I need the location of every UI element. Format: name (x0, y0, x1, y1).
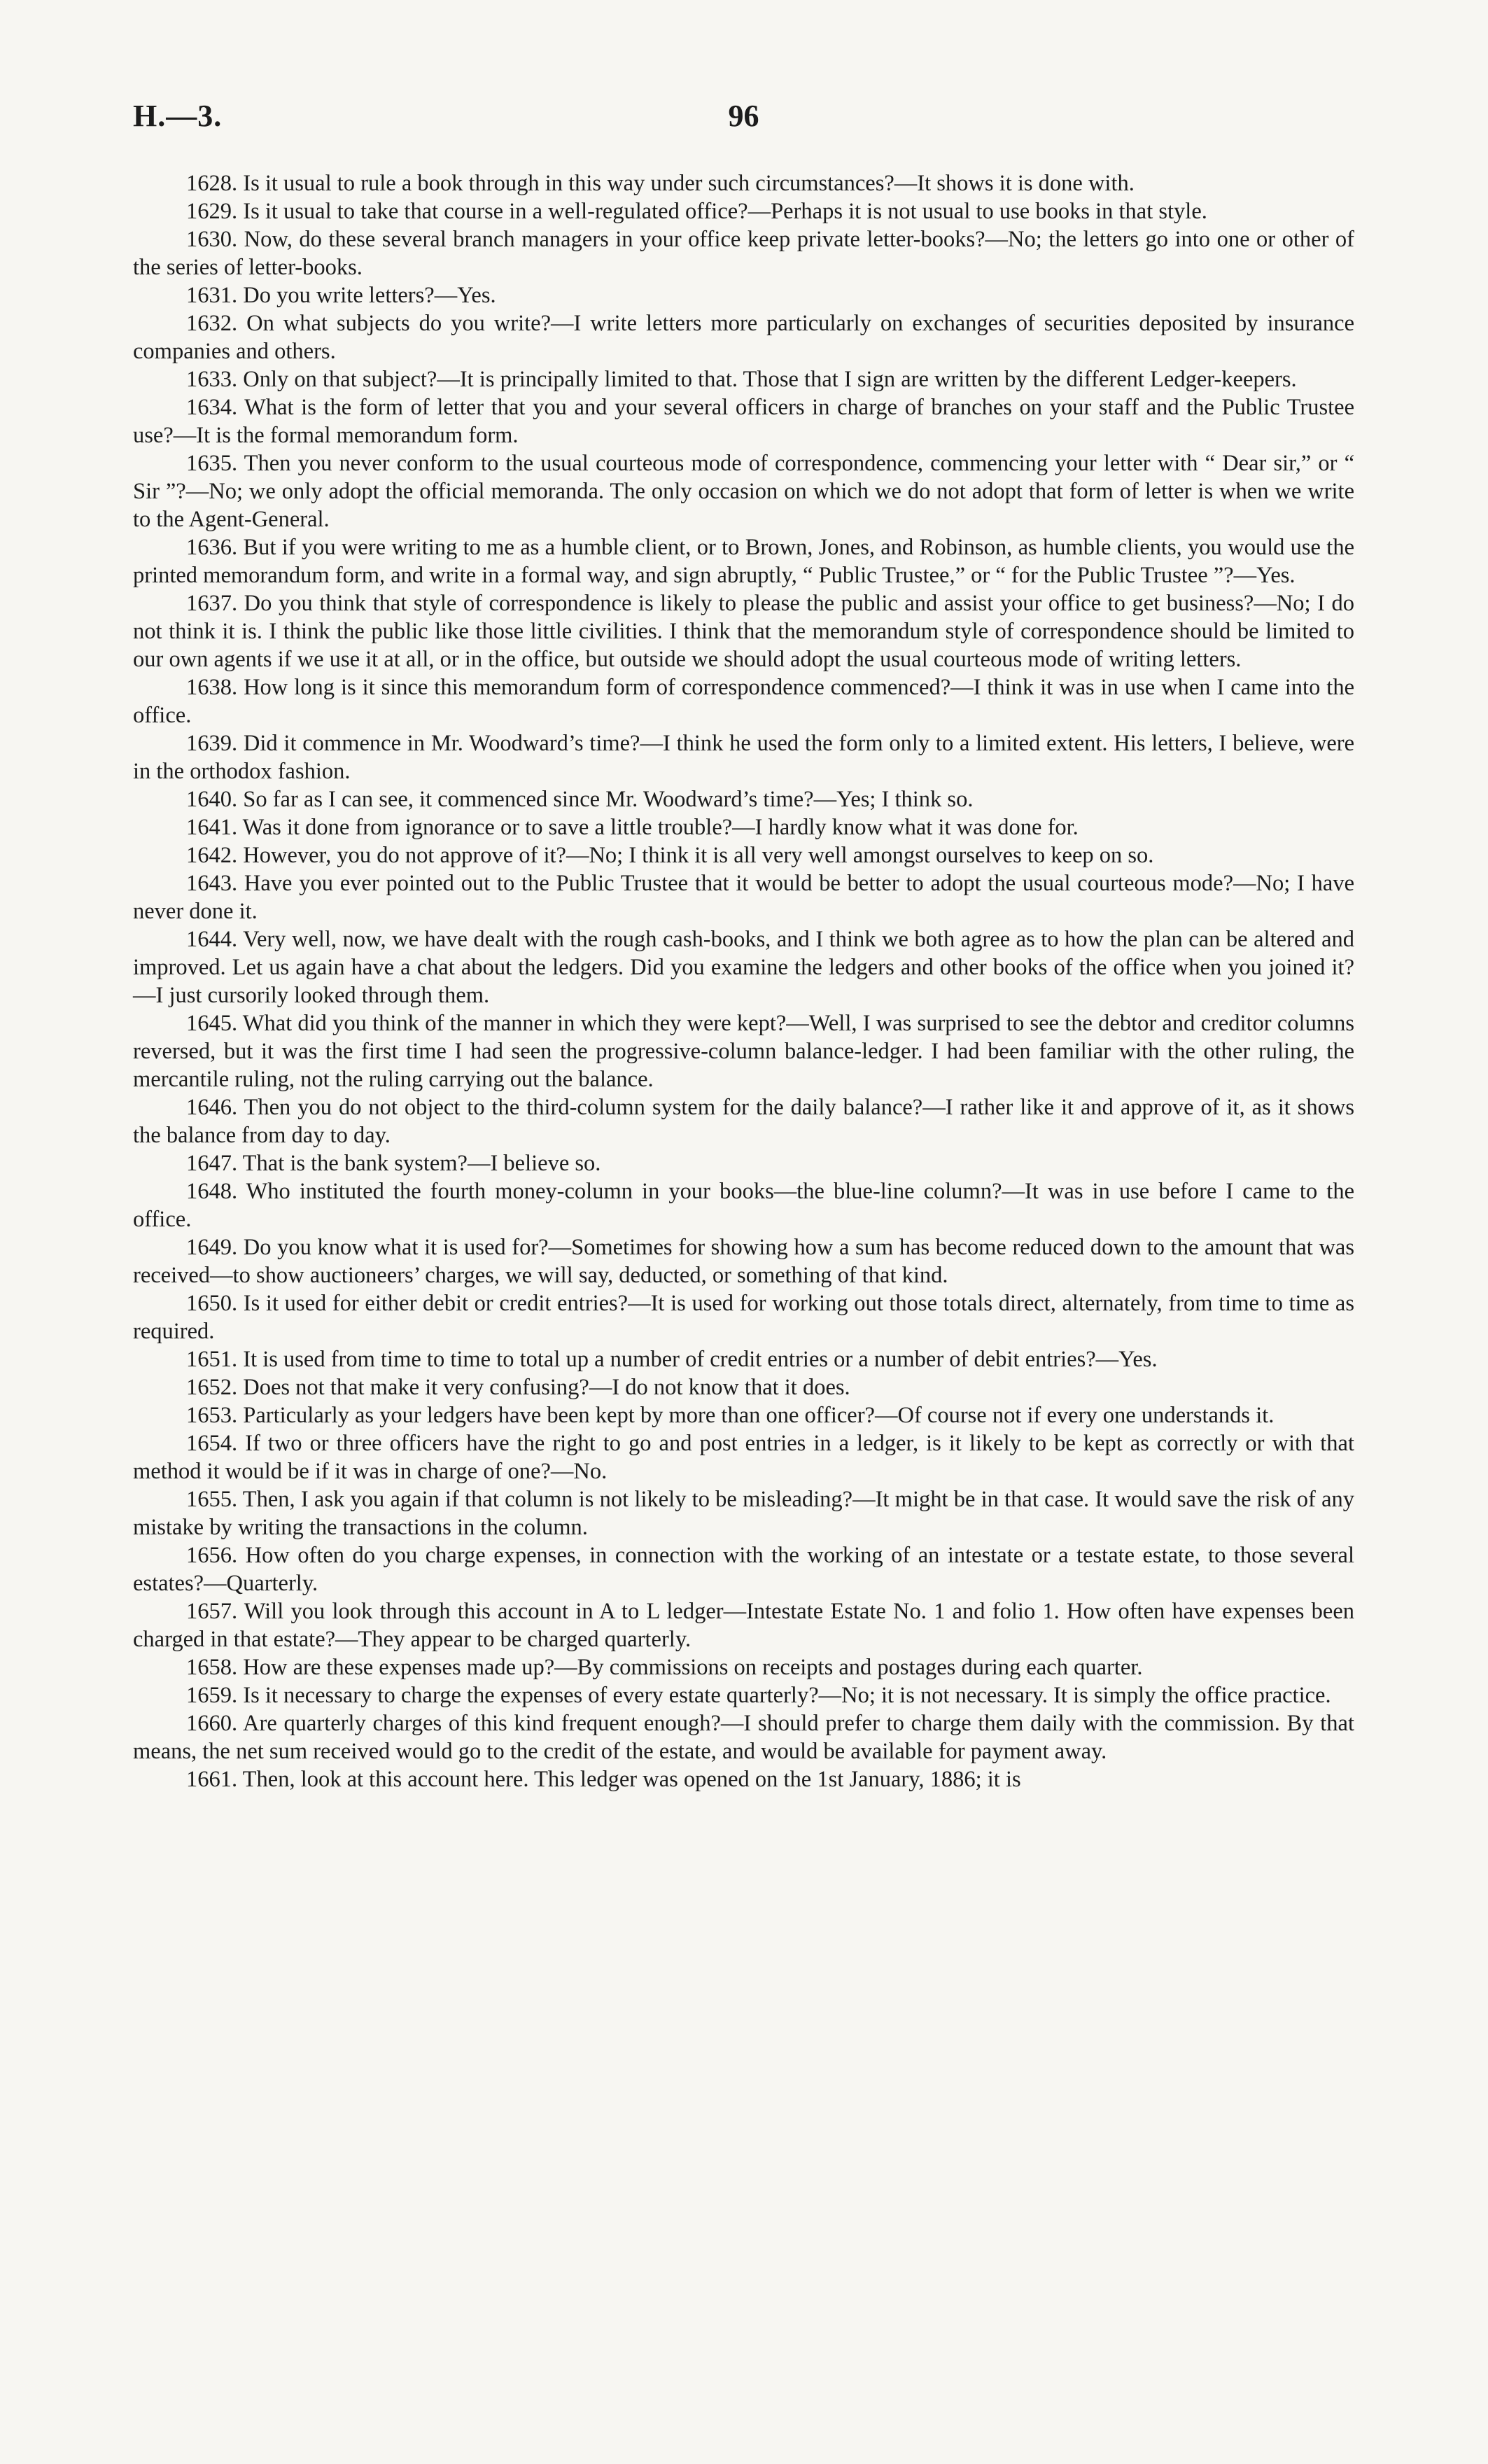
question-1644: 1644. Very well, now, we have dealt with the rough cash-books, and I think we both agree as to how the plan can be altered and improved. Let us again have a chat about the ledgers. Did you examine the ledgers and other books of the office when you joined it?—I just cursorily looked through them. (133, 927, 1354, 1008)
question-1659: 1659. Is it necessary to charge the expenses of every estate quarterly?—No; it is not necessary. It is simply the office practice. (186, 1683, 1331, 1708)
parliamentary-paper-reference: H.—3. (133, 99, 223, 133)
question-1638: 1638. How long is it since this memorandum form of correspondence commenced?—I think it was in use when I came into the office. (133, 675, 1354, 728)
question-1629: 1629. Is it usual to take that course in a well-regulated office?—Perhaps it is not usual to use books in that style. (186, 199, 1207, 224)
question-1632: 1632. On what subjects do you write?—I write letters more particularly on exchanges of securities deposited by insurance companies and others. (133, 311, 1354, 364)
question-1643: 1643. Have you ever pointed out to the Public Trustee that it would be better to adopt the usual courteous mode?—No; I have never done it. (133, 871, 1354, 924)
question-1637: 1637. Do you think that style of correspondence is likely to please the public and assist your office to get business?—No; I do not think it is. I think the public like those little civilities. I think that the memorandum style of correspondence should be limited to our own agents if we use it at all, or in the office, but outside we should adopt the usual courteous mode of writing letters. (133, 591, 1354, 672)
evidence-text (133, 169, 1354, 1793)
question-1646: 1646. Then you do not object to the third-column system for the daily balance?—I rather like it and approve of it, as it shows the balance from day to day. (133, 1095, 1354, 1148)
question-1653: 1653. Particularly as your ledgers have been kept by more than one officer?—Of course not if every one understands it. (186, 1403, 1275, 1428)
page-number: 96 (728, 99, 759, 133)
document-page (133, 98, 1354, 1793)
question-1631: 1631. Do you write letters?—Yes. (186, 283, 496, 308)
question-1658: 1658. How are these expenses made up?—By commissions on receipts and postages during each quarter. (186, 1655, 1143, 1680)
question-1647: 1647. That is the bank system?—I believe so. (186, 1151, 601, 1176)
question-1628: 1628. Is it usual to rule a book through in this way under such circumstances?—It shows it is done with. (186, 171, 1135, 196)
question-1649: 1649. Do you know what it is used for?—Sometimes for showing how a sum has become reduced down to the amount that was received—to show auctioneers’ charges, we will say, deducted, or something of that kind. (133, 1235, 1354, 1288)
question-1636: 1636. But if you were writing to me as a humble client, or to Brown, Jones, and Robinson, as humble clients, you would use the printed memorandum form, and write in a formal way, and sign abruptly, “ Public Trustee,” or “ for the Public Trustee ”?—Yes. (133, 535, 1354, 588)
question-1642: 1642. However, you do not approve of it?—No; I think it is all very well amongst ourselves to keep on so. (186, 843, 1154, 868)
question-1648: 1648. Who instituted the fourth money-column in your books—the blue-line column?—It was in use before I came to the office. (133, 1179, 1354, 1232)
question-1635: 1635. Then you never conform to the usual courteous mode of correspondence, commencing your letter with “ Dear sir,” or “ Sir ”?—No; we only adopt the official memoranda. The only occasion on which we do not adopt that form of letter is when we write to the Agent-General. (133, 451, 1354, 532)
question-1657: 1657. Will you look through this account in A to L ledger—Intestate Estate No. 1 and folio 1. How often have expenses been charged in that estate?—They appear to be charged quarterly. (133, 1599, 1354, 1652)
question-1660: 1660. Are quarterly charges of this kind frequent enough?—I should prefer to charge them daily with the commission. By that means, the net sum received would go to the credit of the estate, and would be available for payment away. (133, 1711, 1354, 1764)
question-1639: 1639. Did it commence in Mr. Woodward’s time?—I think he used the form only to a limited extent. His letters, I believe, were in the orthodox fashion. (133, 731, 1354, 784)
question-1651: 1651. It is used from time to time to total up a number of credit entries or a number of debit entries?—Yes. (186, 1347, 1158, 1372)
question-1656: 1656. How often do you charge expenses, in connection with the working of an intestate or a testate estate, to those several estates?—Quarterly. (133, 1543, 1354, 1596)
page-header (133, 98, 1354, 154)
question-1661: 1661. Then, look at this account here. This ledger was opened on the 1st January, 1886; it is (186, 1767, 1021, 1792)
question-1633: 1633. Only on that subject?—It is principally limited to that. Those that I sign are written by the different Ledger-keepers. (186, 367, 1297, 392)
question-1655: 1655. Then, I ask you again if that column is not likely to be misleading?—It might be in that case. It would save the risk of any mistake by writing the transactions in the column. (133, 1487, 1354, 1540)
question-1654: 1654. If two or three officers have the right to go and post entries in a ledger, is it likely to be kept as correctly or with that method it would be if it was in charge of one?—No. (133, 1431, 1354, 1484)
question-1650: 1650. Is it used for either debit or credit entries?—It is used for working out those totals direct, alternately, from time to time as required. (133, 1291, 1354, 1344)
question-1641: 1641. Was it done from ignorance or to save a little trouble?—I hardly know what it was done for. (186, 815, 1079, 840)
question-1645: 1645. What did you think of the manner in which they were kept?—Well, I was surprised to see the debtor and creditor columns reversed, but it was the first time I had seen the progressive-column balance-ledger. I had been familiar with the other ruling, the mercantile ruling, not the ruling carrying out the balance. (133, 1011, 1354, 1092)
question-1634: 1634. What is the form of letter that you and your several officers in charge of branches on your staff and the Public Trustee use?—It is the formal memorandum form. (133, 395, 1354, 448)
question-1630: 1630. Now, do these several branch managers in your office keep private letter-books?—No; the letters go into one or other of the series of letter-books. (133, 227, 1354, 280)
question-1640: 1640. So far as I can see, it commenced since Mr. Woodward’s time?—Yes; I think so. (186, 787, 974, 812)
question-1652: 1652. Does not that make it very confusing?—I do not know that it does. (186, 1375, 850, 1400)
